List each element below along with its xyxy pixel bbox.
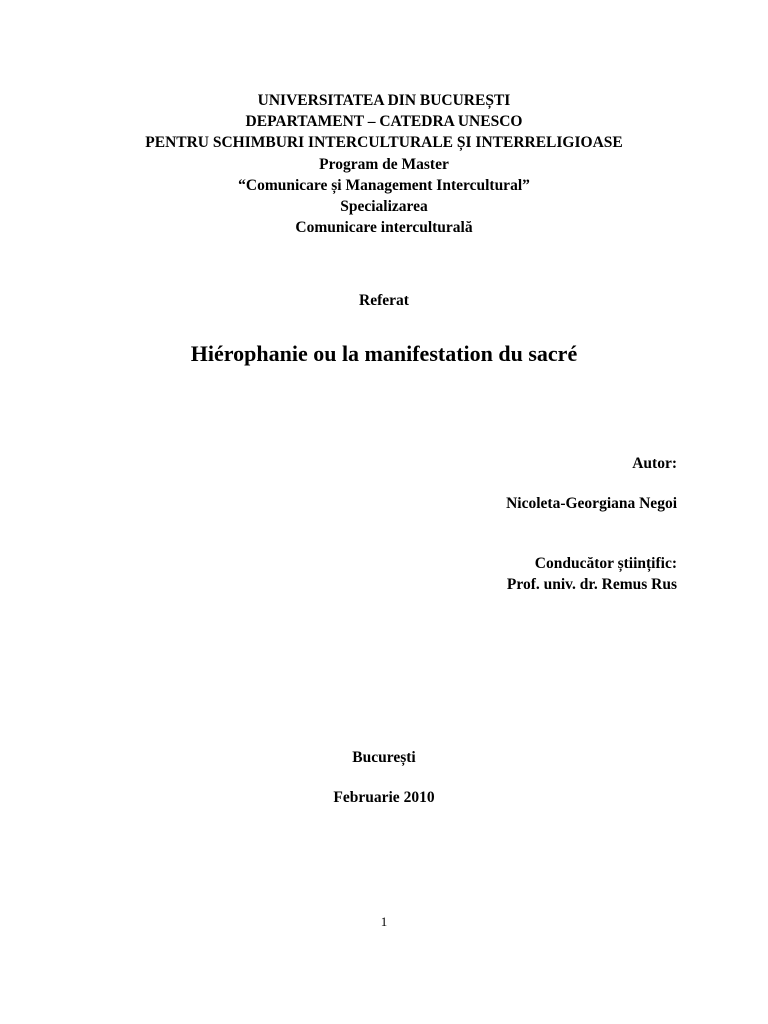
date: Februarie 2010 — [333, 789, 435, 806]
supervisor-name: Prof. univ. dr. Remus Rus — [506, 576, 677, 593]
city: București — [352, 749, 416, 766]
author-label: Autor: — [632, 455, 677, 472]
supervisor-label: Conducător științific: — [534, 555, 677, 572]
department-name: DEPARTAMENT – CATEDRA UNESCO — [245, 113, 523, 131]
specialization-label: Specializarea — [340, 198, 428, 216]
program-name: “Comunicare și Management Intercultural” — [238, 176, 530, 194]
document-type: Referat — [359, 292, 409, 309]
author-name: Nicoleta-Georgiana Negoi — [506, 495, 677, 512]
document-title: Hiérophanie ou la manifestation du sacré — [190, 341, 578, 366]
page-number: 1 — [380, 914, 388, 929]
university-name: UNIVERSITATEA DIN BUCUREȘTI — [257, 92, 511, 109]
specialization-name: Comunicare interculturală — [295, 219, 473, 237]
supervisor-block — [507, 553, 677, 595]
institution-header — [0, 90, 768, 238]
program-label: Program de Master — [319, 155, 449, 173]
department-subtitle: PENTRU SCHIMBURI INTERCULTURALE ȘI INTERRELIGIOASE — [145, 134, 623, 152]
